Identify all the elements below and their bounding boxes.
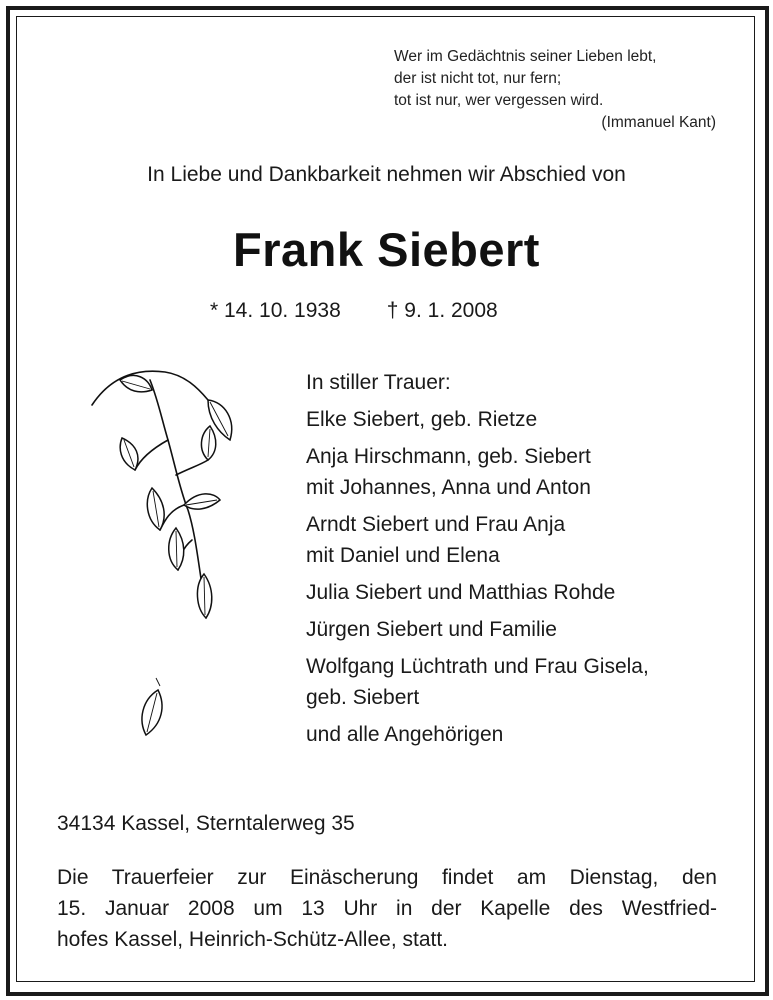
leaf [184,494,220,509]
twig [135,440,168,470]
quote-line: Wer im Gedächtnis seiner Lieben lebt, [394,48,657,65]
mourner-group [306,614,649,645]
quote-line: der ist nicht tot, nur fern; [394,70,562,87]
funeral-line: hofes Kassel, Heinrich-Schütz-Allee, statt. [57,928,449,951]
mourners-list [306,367,649,756]
funeral-notice [57,862,717,955]
intro-text: In Liebe und Dankbarkeit nehmen wir Abschied von [147,163,626,186]
deceased-name: Frank Siebert [233,223,540,276]
mourner-line: mit Johannes, Anna und Anton [306,476,591,499]
death-date: † 9. 1. 2008 [386,299,498,322]
mourner-group [306,509,649,571]
mourner-group [306,441,649,503]
family-address: 34134 Kassel, Sterntalerweg 35 [57,812,355,835]
funeral-line: Die Trauerfeier zur Einäscherung findet am Dienstag, den [57,866,717,889]
mourner-line: Elke Siebert, geb. Rietze [306,408,538,431]
quote-line: tot ist nur, wer vergessen wird. [394,92,604,109]
quote-author: (Immanuel Kant) [601,114,716,131]
mourner-group [306,719,649,750]
kant-quote [394,46,724,134]
mourner-line: und alle Angehörigen [306,723,504,746]
mourner-line: geb. Siebert [306,686,420,709]
mourner-line: Jürgen Siebert und Familie [306,618,557,641]
mourner-line: Arndt Siebert und Frau Anja [306,513,566,536]
mourner-line: Julia Siebert und Matthias Rohde [306,581,616,604]
leaf [120,375,152,391]
birth-date: * 14. 10. 1938 [210,299,341,322]
mourner-line: Anja Hirschmann, geb. Siebert [306,445,591,468]
mourner-group [306,577,649,608]
twig [176,460,208,475]
life-dates [210,299,498,323]
mourner-line: mit Daniel und Elena [306,544,500,567]
birch-branch-illustration [80,360,250,750]
mourner-line: Wolfgang Lüchtrath und Frau Gisela, [306,655,649,678]
mourner-group [306,404,649,435]
mourner-group [306,651,649,713]
mourners-heading: In stiller Trauer: [306,371,451,394]
funeral-line: 15. Januar 2008 um 13 Uhr in der Kapelle des Westfried- [57,897,717,920]
